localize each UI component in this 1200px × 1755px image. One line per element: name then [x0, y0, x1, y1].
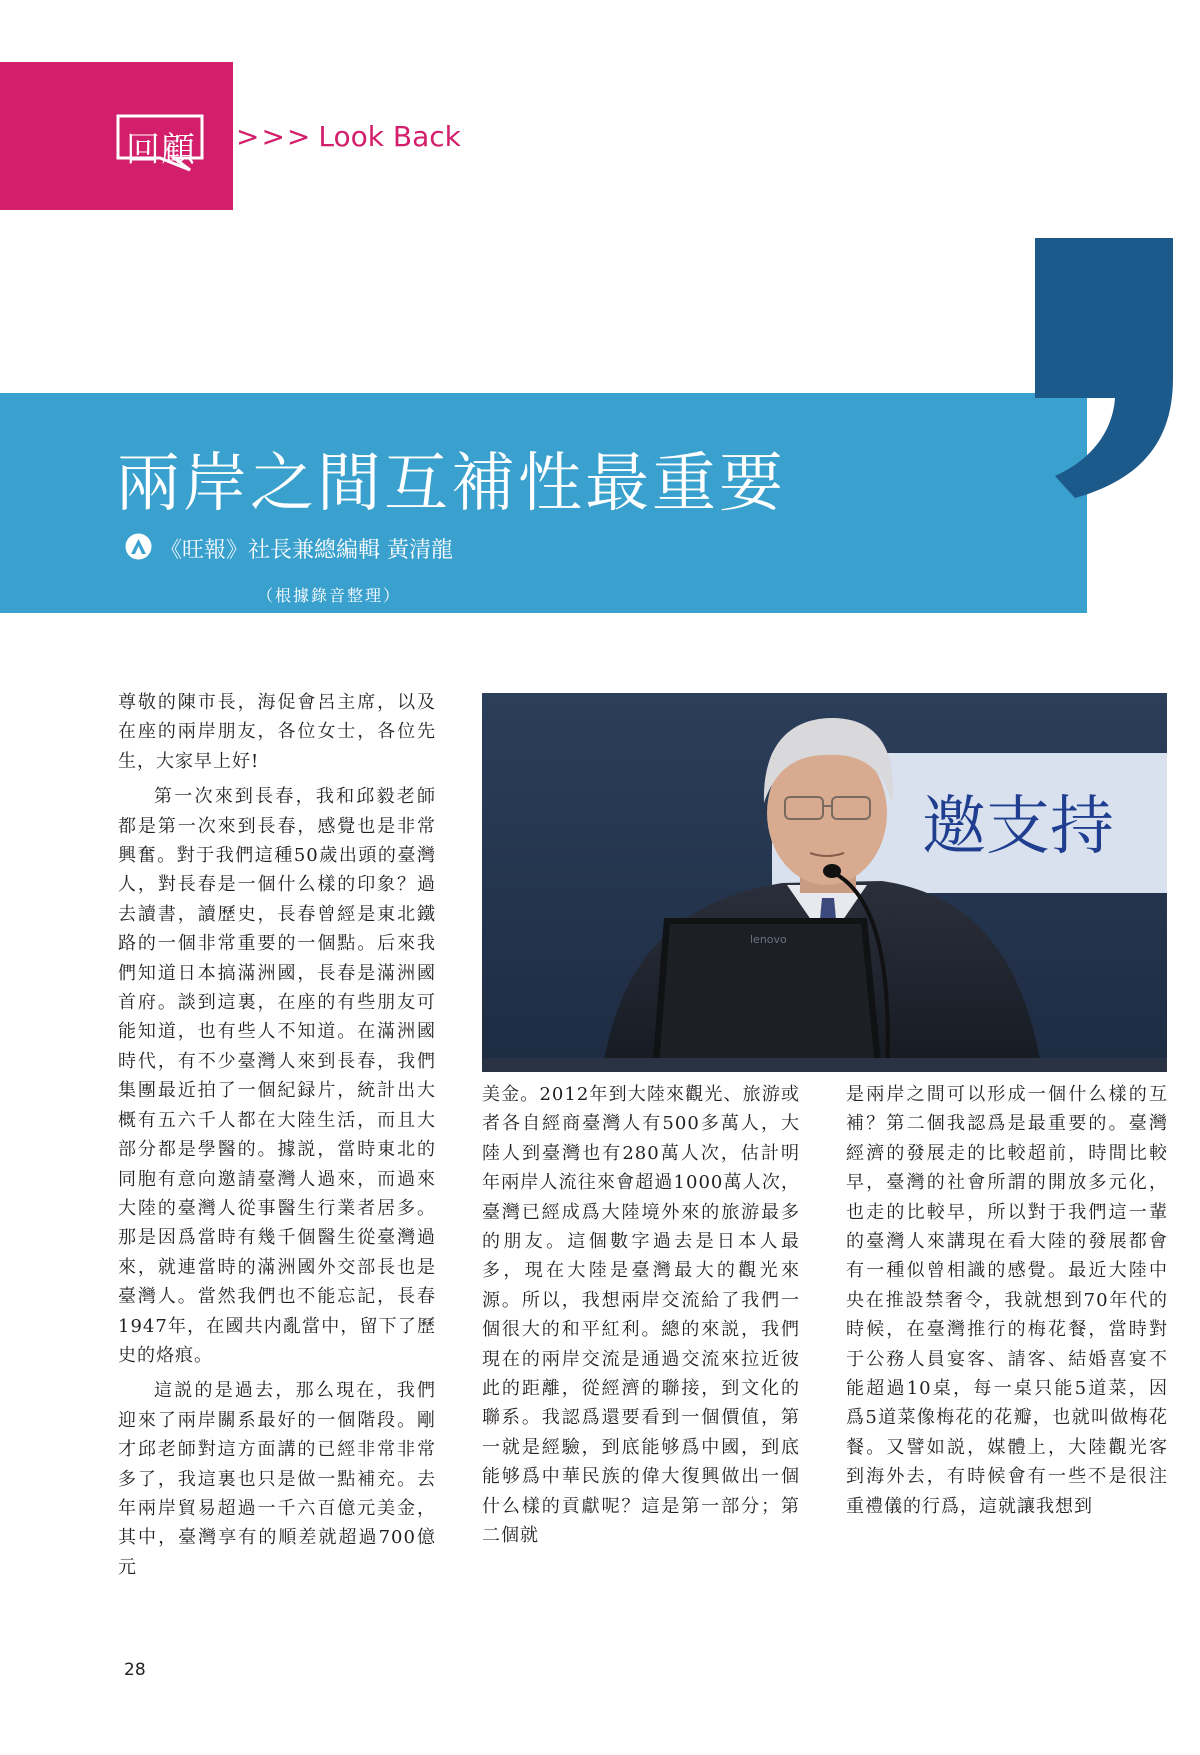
quote-comma-icon	[1035, 238, 1173, 498]
section-breadcrumb	[236, 120, 461, 153]
paragraph-greeting: 尊敬的陳市長，海促會呂主席，以及在座的兩岸朋友，各位女士，各位先生，大家早上好!	[118, 692, 436, 772]
transcript-note: （根據錄音整理）	[257, 586, 402, 605]
laptop-brand: lenovo	[750, 933, 787, 946]
body-column-3	[846, 1080, 1168, 1521]
speaker-photo	[482, 693, 1167, 1072]
body-column-2	[482, 1080, 800, 1551]
banner-text: 邀支持	[922, 790, 1114, 864]
article-author: 《旺報》社長兼總編輯 黃清龍	[160, 538, 453, 563]
paragraph-present: 這説的是過去，那么現在，我們迎來了兩岸關系最好的一個階段。剛才邱老師對這方面講的已經非常非常多了，我這裏也只是做一點補充。去年兩岸貿易超過一千六百億元美金，其中，臺灣享有的順差就超過700億元	[118, 1380, 436, 1578]
paragraph-history: 第一次來到長春，我和邱毅老師都是第一次來到長春，感覺也是非常興奮。對于我們這種50歲出頭的臺灣人，對長春是一個什么樣的印象？過去讀書，讀歷史，長春曾經是東北鐵路的一個非常重要的一個點。后來我們知道日本搞滿洲國，長春是滿洲國首府。談到這裏，在座的有些朋友可能知道，也有些人不知道。在滿洲國時代，有不少臺灣人來到長春，我們集團最近拍了一個紀録片，統計出大概有五六千人都在大陸生活，而且大部分都是學醫的。據説，當時東北的同胞有意向邀請臺灣人過來，而過來大陸的臺灣人從事醫生行業者居多。那是因爲當時有幾千個醫生從臺灣過來，就連當時的滿洲國外交部長也是臺灣人。當然我們也不能忘記，長春1947年，在國共内亂當中，留下了歷史的烙痕。	[118, 786, 436, 1366]
body-column-1	[118, 688, 436, 1582]
page-number: 28	[124, 1660, 146, 1680]
paragraph-complement: 是兩岸之間可以形成一個什么樣的互補？第二個我認爲是最重要的。臺灣經濟的發展走的比較超前，時間比較早，臺灣的社會所謂的開放多元化，也走的比較早，所以對于我們這一輩的臺灣人來講現在看大陸的發展都會有一種似曾相識的感覺。最近大陸中央在推設禁奢令，我就想到70年代的時候，在臺灣推行的梅花餐，當時對于公務人員宴客、請客、結婚喜宴不能超過10桌，每一桌只能5道菜，因爲5道菜像梅花的花瓣，也就叫做梅花餐。又譬如説，媒體上，大陸觀光客到海外去，有時候會有一些不是很注重禮儀的行爲，這就讓我想到	[846, 1084, 1168, 1517]
article-title: 兩岸之間互補性最重要	[116, 447, 786, 521]
section-label-zh: 回顧	[126, 130, 196, 170]
section-label-en: Look Back	[318, 120, 461, 153]
paragraph-tourism: 美金。2012年到大陸來觀光、旅游或者各自經商臺灣人有500多萬人，大陸人到臺灣也有280萬人次，估計明年兩岸人流往來會超過1000萬人次，臺灣已經成爲大陸境外來的旅游最多的朋友。這個數字過去是日本人最多，現在大陸是臺灣最大的觀光來源。所以，我想兩岸交流給了我們一個很大的和平紅利。總的來説，我們現在的兩岸交流是通過交流來拉近彼此的距離，從經濟的聯接，到文化的聯系。我認爲還要看到一個價值，第一就是經驗，到底能够爲中國，到底能够爲中華民族的偉大復興做出一個什么樣的貢獻呢？這是第一部分；第二個就	[482, 1084, 800, 1547]
breadcrumb-arrows: >>>	[236, 120, 313, 153]
author-icon	[125, 533, 152, 560]
